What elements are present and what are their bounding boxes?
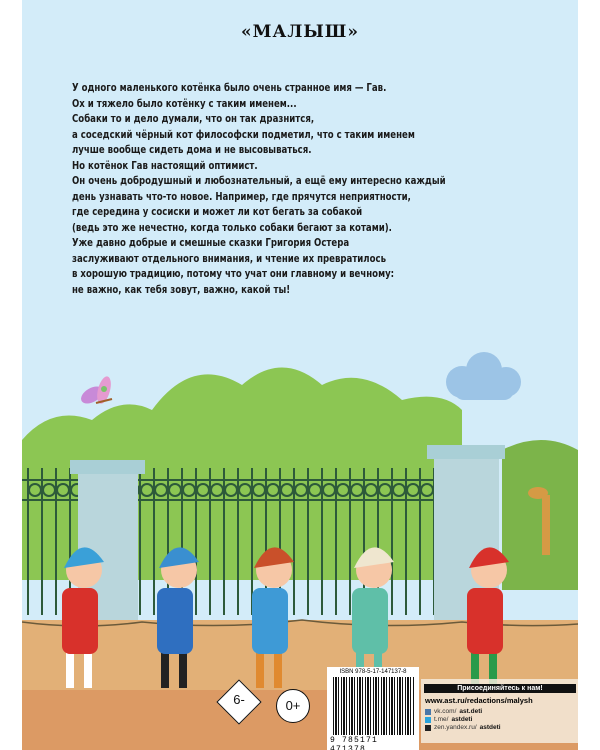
blurb-line: Собаки то и дело думали, что он так дразнится, bbox=[72, 113, 315, 125]
blurb-line: Он очень добродушный и любознательный, а ещё ему интересно каждый bbox=[72, 175, 446, 187]
zen-icon bbox=[425, 725, 431, 731]
blurb-line: (ведь это же нечестно, когда только собаки бегают за котами). bbox=[72, 221, 392, 234]
telegram-icon bbox=[425, 717, 431, 723]
blurb-line: где середина у сосиски и может ли кот бегать за собакой bbox=[72, 206, 363, 218]
social-link-vk[interactable] bbox=[425, 708, 575, 715]
website-link[interactable]: www.ast.ru/redactions/malysh bbox=[425, 696, 533, 705]
blurb-text bbox=[72, 81, 495, 298]
blurb-line: У одного маленького котёнка было очень странное имя — Гав. bbox=[72, 82, 387, 94]
social-link-zen[interactable] bbox=[425, 724, 575, 731]
social-info-box bbox=[421, 679, 578, 743]
isbn-label: ISBN 978-5-17-147137-8 bbox=[339, 669, 407, 675]
age-rating-diamond-label: 6- bbox=[233, 692, 245, 707]
isbn-barcode bbox=[327, 667, 419, 750]
link-prefix: zen.yandex.ru/ bbox=[434, 724, 477, 731]
link-prefix: t.me/ bbox=[434, 716, 449, 723]
publisher-logo: «МАЛЫШ» bbox=[241, 22, 359, 42]
social-link-telegram[interactable] bbox=[425, 716, 575, 723]
blurb-line: Ох и тяжело было котёнку с таким именем... bbox=[72, 97, 297, 110]
book-back-cover bbox=[22, 0, 578, 750]
blurb-line: лучше вообще сидеть дома и не высовываться. bbox=[72, 144, 312, 156]
vk-icon bbox=[425, 709, 431, 715]
barcode-number: 9 785171 471378 bbox=[330, 736, 379, 750]
cloud bbox=[446, 352, 521, 400]
link-handle: astdeti bbox=[479, 724, 501, 731]
barcode-bars bbox=[333, 677, 415, 735]
blurb-line: заслуживают отдельного внимания, и чтение их превратилось bbox=[72, 252, 387, 265]
blurb-line: Уже давно добрые и смешные сказки Григория Остера bbox=[72, 237, 350, 249]
blurb-line: не важно, как тебя зовут, важно, какой ты! bbox=[72, 283, 291, 296]
blurb-line: а соседский чёрный кот философски подметил, что с таким именем bbox=[72, 128, 415, 141]
age-rating-circle: 0+ bbox=[276, 689, 310, 723]
link-handle: astdeti bbox=[451, 716, 473, 723]
blurb-line: Но котёнок Гав настоящий оптимист. bbox=[72, 159, 258, 172]
butterfly bbox=[78, 375, 113, 407]
join-us-heading: Присоединяйтесь к нам! bbox=[424, 684, 576, 693]
blurb-line: день узнавать что-то новое. Например, где прячутся неприятности, bbox=[72, 190, 411, 203]
link-handle: ast.deti bbox=[459, 708, 483, 715]
blurb-line: в хорошую традицию, потому что учат они главному и вечному: bbox=[72, 268, 395, 280]
link-prefix: vk.com/ bbox=[434, 708, 457, 715]
